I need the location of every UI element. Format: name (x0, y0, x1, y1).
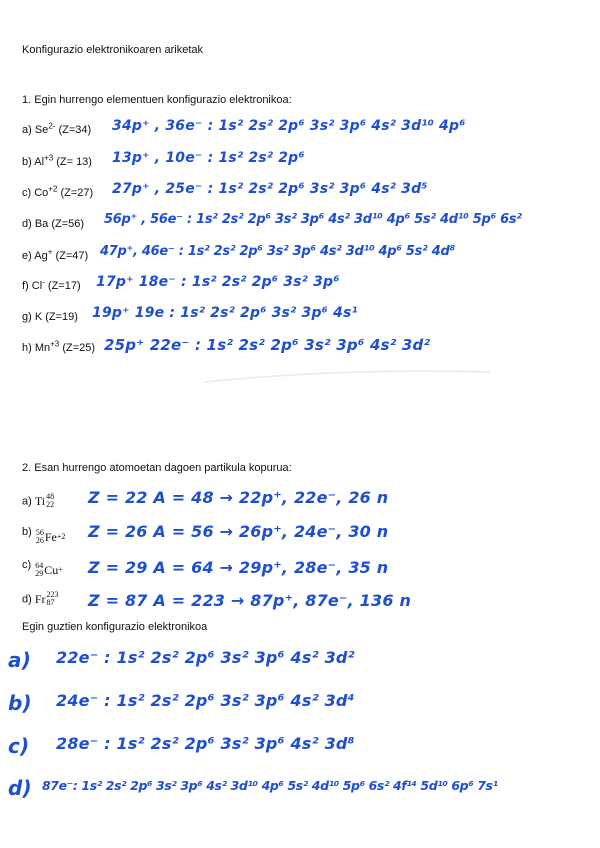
item-letter: f) (22, 280, 29, 292)
q2-item-label (22, 591, 60, 607)
q1-item-label (22, 277, 81, 292)
item-letter: b) (22, 156, 32, 168)
config-letter: d) (8, 776, 32, 800)
nuclide (35, 591, 60, 607)
atomic-number: (Z=27) (60, 187, 94, 199)
config-text: 87e⁻: 1s² 2s² 2p⁶ 3s² 3p⁶ 4s² 3d¹⁰ 4p⁶ 5s² 4d¹⁰ 5p⁶ 6s² 4f¹⁴ 5d¹⁰ 6p⁶ 7s¹ (42, 778, 498, 793)
element-symbol: K (34, 311, 43, 323)
atomic-number: 29 (35, 569, 44, 578)
element-symbol: Cl (31, 280, 43, 292)
mass-number: 223 (46, 590, 59, 599)
element-symbol: Ba (34, 218, 49, 230)
handwritten-answer: Z = 26 A = 56 → 26p⁺, 24e⁻, 30 n (88, 522, 389, 541)
atomic-number: (Z=56) (51, 218, 85, 230)
handwritten-answer: 34p⁺ , 36e⁻ : 1s² 2s² 2p⁶ 3s² 3p⁶ 4s² 3d¹⁰ 4p⁶ (112, 118, 466, 134)
mass-number: 56 (35, 528, 44, 537)
item-letter: e) (22, 250, 32, 262)
item-letter: g) (22, 311, 32, 323)
atomic-number: (Z=19) (45, 311, 78, 323)
config-letter: c) (8, 734, 30, 758)
question-2-subheading: Egin guztien konfigurazio elektronikoa (22, 621, 208, 633)
element-symbol: Cu (44, 562, 59, 577)
q1-item-label (22, 311, 78, 323)
question-1-heading: 1. Egin hurrengo elementuen konfigurazio elektronikoa: (22, 94, 292, 106)
q1-item-label (22, 184, 94, 199)
element-symbol: Mn (34, 342, 51, 354)
question-2-heading: 2. Esan hurrengo atomoetan dagoen partikula kopurua: (22, 462, 292, 474)
handwritten-answer: Z = 29 A = 64 → 29p⁺, 28e⁻, 35 n (88, 558, 389, 577)
page-title: Konfigurazio elektronikoaren ariketak (22, 44, 203, 56)
charge: +3 (44, 153, 54, 163)
item-letter: a) (22, 495, 32, 508)
config-text: 22e⁻ : 1s² 2s² 2p⁶ 3s² 3p⁶ 4s² 3d² (56, 648, 355, 667)
mass-atomic-stack (47, 591, 59, 607)
nuclide: 64 29 Cu + (35, 561, 63, 578)
atomic-number: (Z= 13) (56, 156, 92, 168)
item-letter: b) (22, 526, 32, 538)
nuclide: 56 26 Fe +2 (35, 528, 66, 545)
item-letter: c) (22, 187, 32, 199)
handwritten-answer: 13p⁺ , 10e⁻ : 1s² 2s² 2p⁶ (112, 150, 305, 166)
q2-item-label (22, 493, 55, 509)
mass-atomic-stack (35, 562, 43, 578)
mass-atomic-stack (46, 493, 54, 509)
item-letter: a) (22, 124, 32, 136)
q2-item-label (22, 526, 65, 545)
handwritten-answer: 27p⁺ , 25e⁻ : 1s² 2s² 2p⁶ 3s² 3p⁶ 4s² 3d⁵ (112, 181, 428, 197)
q1-item-label (22, 121, 92, 136)
atomic-number: 22 (46, 500, 55, 509)
mass-number: 64 (35, 561, 44, 570)
handwritten-answer: Z = 87 A = 223 → 87p⁺, 87e⁻, 136 n (88, 591, 412, 610)
atomic-number: (Z=17) (47, 280, 81, 292)
q1-item-label (22, 218, 84, 230)
q2-item-label (22, 559, 63, 578)
element-symbol: Ag (34, 250, 48, 262)
charge: - (42, 277, 45, 287)
charge: 2- (48, 121, 56, 131)
element-symbol: Fe (44, 529, 57, 544)
nuclide (35, 493, 55, 509)
atomic-number: 87 (46, 598, 55, 607)
handwritten-answer: 25p⁺ 22e⁻ : 1s² 2s² 2p⁶ 3s² 3p⁶ 4s² 3d² (104, 336, 431, 354)
stray-stroke (200, 360, 500, 390)
config-letter: a) (8, 648, 32, 672)
config-letter: b) (8, 691, 32, 715)
element-symbol: Co (34, 187, 49, 199)
charge: +3 (50, 339, 60, 349)
item-letter: d) (22, 593, 32, 606)
handwritten-answer: Z = 22 A = 48 → 22p⁺, 22e⁻, 26 n (88, 488, 389, 507)
element-symbol: Ti (34, 493, 46, 508)
atomic-number: (Z=25) (62, 342, 96, 354)
atomic-number: (Z=34) (58, 124, 92, 136)
mass-number: 48 (46, 492, 55, 501)
element-symbol: Al (34, 156, 45, 168)
element-symbol: Se (34, 124, 49, 136)
charge: +2 (48, 184, 58, 194)
config-text: 28e⁻ : 1s² 2s² 2p⁶ 3s² 3p⁶ 4s² 3d⁸ (56, 734, 355, 753)
q1-item-label (22, 247, 89, 262)
handwritten-answer: 19p⁺ 19e : 1s² 2s² 2p⁶ 3s² 3p⁶ 4s¹ (92, 305, 358, 321)
mass-atomic-stack (36, 529, 44, 545)
atomic-number: (Z=47) (55, 250, 89, 262)
item-letter: c) (22, 559, 32, 571)
element-symbol: Fr (34, 591, 46, 606)
item-letter: h) (22, 342, 32, 354)
handwritten-answer: 17p⁺ 18e⁻ : 1s² 2s² 2p⁶ 3s² 3p⁶ (96, 274, 340, 290)
handwritten-answer: 47p⁺, 46e⁻ : 1s² 2s² 2p⁶ 3s² 3p⁶ 4s² 3d¹⁰ 4p⁶ 5s² 4d⁸ (100, 244, 455, 259)
atomic-number: 26 (35, 536, 44, 545)
handwritten-answer: 56p⁺ , 56e⁻ : 1s² 2s² 2p⁶ 3s² 3p⁶ 4s² 3d¹⁰ 4p⁶ 5s² 4d¹⁰ 5p⁶ 6s² (104, 212, 522, 227)
q1-item-label (22, 153, 92, 168)
charge: + (47, 247, 53, 257)
item-letter: d) (22, 218, 32, 230)
config-text: 24e⁻ : 1s² 2s² 2p⁶ 3s² 3p⁶ 4s² 3d⁴ (56, 691, 355, 710)
q1-item-label (22, 339, 96, 354)
